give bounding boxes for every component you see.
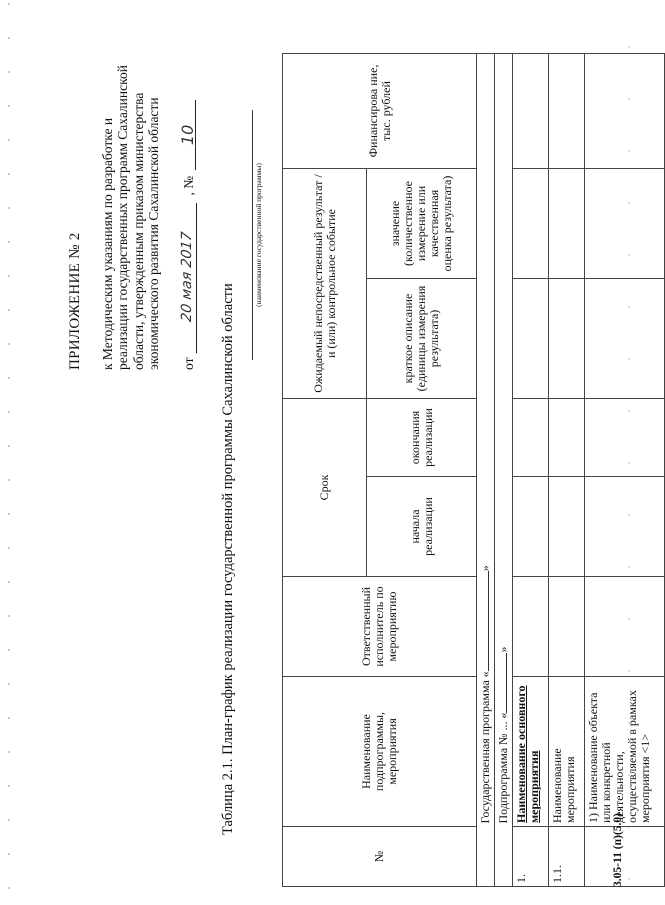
appendix-block (68, 60, 196, 370)
subprogram-close: » (496, 646, 510, 653)
row-name: Наименование основного мероприятия (513, 677, 549, 827)
row-num: 1.1. (549, 827, 585, 887)
header-term-start: начала реализации (367, 477, 477, 577)
header-name: Наименование подпрограммы, мероприятия (283, 677, 477, 827)
appendix-title: ПРИЛОЖЕНИЕ № 2 (67, 232, 83, 370)
header-row-1 (283, 54, 367, 887)
handwritten-number: 10 (180, 100, 197, 170)
row-num (585, 827, 665, 887)
row-name: 1) Наименование объекта или конкретной деятельности, осуществляемой в рамках мероприятия <1> (585, 677, 665, 827)
subprogram-row (495, 54, 513, 887)
header-num: № (283, 827, 477, 887)
program-name-hint: (наименование государственной программы) (252, 110, 263, 360)
footer-code: 3.05-11 (п)(5.0) (612, 812, 624, 887)
scan-noise-top (6, 0, 12, 905)
header-funding: Финансирова ние, тыс. рублей (283, 54, 477, 169)
table-caption: Таблица 2.1. План-график реализации государственной программы Сахалинской области (220, 283, 236, 835)
state-program-row (477, 54, 495, 887)
state-program-label: Государственная программа « (478, 671, 492, 824)
header-executor: Ответственный исполнитель по мероприятию (283, 577, 477, 677)
header-expected: Ожидаемый непосредственный результат / и (или) контрольное событие (283, 169, 367, 399)
handwritten-date: 20 мая 2017 (180, 200, 197, 352)
table-row (549, 54, 585, 887)
row-num: 1. (513, 827, 549, 887)
row-name: Наименование мероприятия (549, 677, 585, 827)
header-brief: краткое описание (единицы измерения результата) (367, 279, 477, 399)
plan-schedule-table (282, 53, 665, 887)
header-value: значение (количественное измерение или качественная оценка результата) (367, 169, 477, 279)
table-row (513, 54, 549, 887)
header-term: Срок (283, 399, 367, 577)
table-row (585, 54, 665, 887)
from-label: от (180, 357, 196, 370)
appendix-text: к Методическим указаниям по разработке и реализации государственных программ Сахалинской области, утвержденным приказом министерства экономического развития Сахалинской области (99, 65, 161, 370)
number-label: , № (180, 175, 196, 196)
subprogram-label: Подпрограмма № ... « (496, 712, 510, 824)
state-program-close: » (478, 565, 492, 572)
header-term-end: окончания реализации (367, 399, 477, 477)
order-line (177, 60, 197, 370)
